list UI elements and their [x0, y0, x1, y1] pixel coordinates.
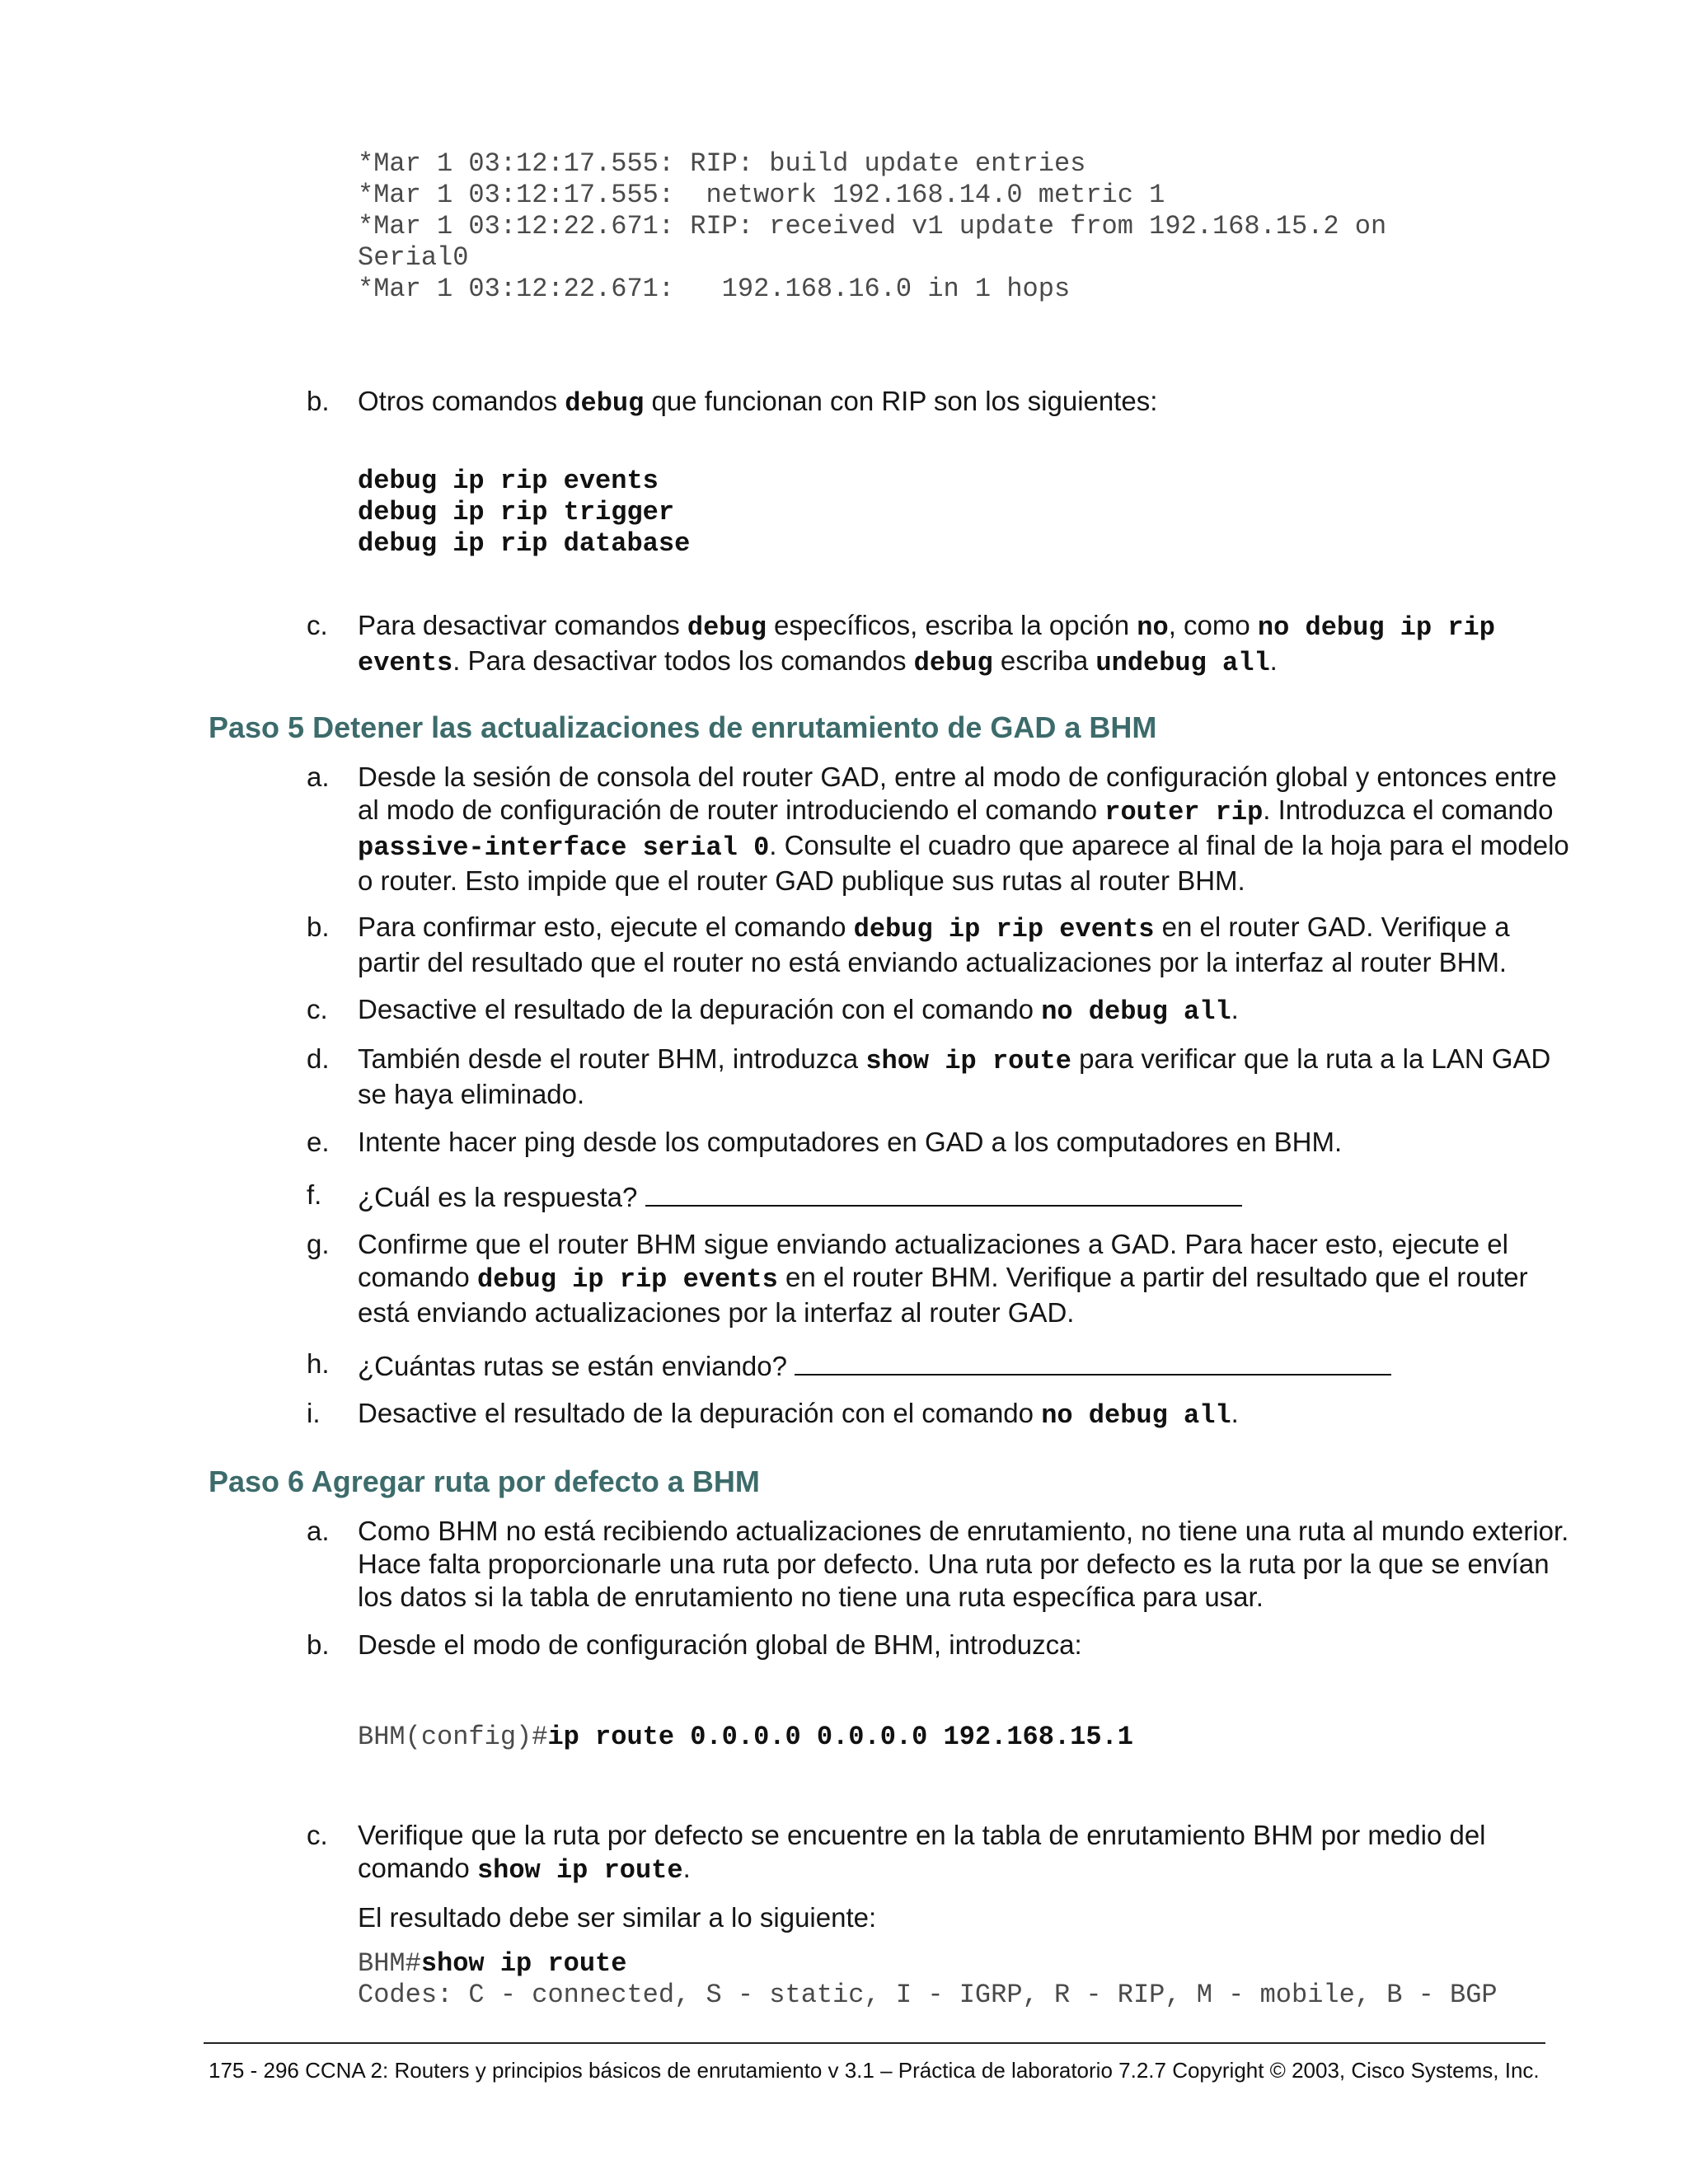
item-text: Intente hacer ping desde los computadores en GAD a los computadores en BHM. — [358, 1127, 1343, 1157]
debug-output-line: *Mar 1 03:12:17.555: RIP: build update entries — [358, 148, 1086, 179]
item-body — [358, 1228, 1576, 1329]
item-letter: b. — [307, 912, 330, 942]
debug-output-line: *Mar 1 03:12:22.671: 192.168.16.0 in 1 hops — [358, 274, 1071, 304]
item-body — [358, 1819, 1576, 1887]
config-command-block — [358, 1722, 1133, 1753]
item-text: Para confirmar esto, ejecute el comando — [358, 912, 854, 942]
page-footer: 175 - 296 CCNA 2: Routers y principios básicos de enrutamiento v 3.1 – Práctica de laboratorio 7.2.7 Copyright © 2003, Cisco Systems, Inc. — [209, 2058, 1540, 2083]
item-text: . — [1231, 1398, 1239, 1428]
inline-command: undebug all — [1095, 648, 1270, 678]
command-line: debug ip rip events — [358, 466, 659, 496]
debug-output-line: *Mar 1 03:12:17.555: network 192.168.14.0 metric 1 — [358, 180, 1165, 210]
inline-command: show ip route — [865, 1046, 1071, 1076]
step5-item-h — [307, 1347, 1576, 1383]
item-text: Verifique que la ruta por defecto se encuentre en la tabla de enrutamiento BHM por medio del comando — [358, 1820, 1486, 1883]
item-letter: c. — [307, 1820, 328, 1850]
item-letter: c. — [307, 994, 328, 1024]
item-text: Desde el modo de configuración global de BHM, introduzca: — [358, 1629, 1082, 1660]
item-text: para verificar que la ruta a la LAN GAD se haya eliminado. — [358, 1043, 1551, 1109]
show-ip-route-output — [358, 1948, 1498, 2011]
step5-heading: Paso 5 Detener las actualizaciones de enrutamiento de GAD a BHM — [209, 710, 1157, 744]
inline-command: debug ip rip events — [853, 914, 1155, 944]
inline-command: debug — [913, 648, 993, 678]
item-letter: b. — [307, 1629, 330, 1660]
item-body — [358, 1043, 1576, 1111]
inline-command: passive-interface serial 0 — [358, 832, 770, 863]
item-body — [358, 1629, 1576, 1661]
step6-item-b — [307, 1629, 1576, 1661]
item-text: Desde la sesión de consola del router GAD, entre al modo de configuración global y entonces entre al modo de configuración de router introduciendo el comando — [358, 762, 1557, 825]
item-letter: f. — [307, 1179, 322, 1210]
show-command: show ip route — [420, 1948, 627, 1979]
debug-output-block — [358, 148, 1386, 305]
step5-item-i — [307, 1397, 1576, 1432]
config-line — [358, 1722, 1133, 1753]
show-prompt: BHM# — [358, 1948, 421, 1979]
item-text: Para desactivar comandos — [358, 610, 687, 640]
footer-divider — [204, 2042, 1545, 2044]
step4-item-c — [307, 609, 1576, 680]
inline-command: no debug all — [1041, 1400, 1231, 1431]
item-text: . Para desactivar todos los comandos — [452, 645, 914, 676]
item-text: en el router BHM. Verifique a partir del resultado que el router está enviando actualizaciones por la interfaz al router GAD. — [358, 1262, 1528, 1328]
item-text: Como BHM no está recibiendo actualizaciones de enrutamiento, no tiene una ruta al mundo exterior. Hace falta proporcionarle una ruta por defecto. Una ruta por defecto es la ruta por la que se envían los datos si la tabla de enrutamiento no tiene una ruta específica para usar. — [358, 1516, 1569, 1612]
result-intro: El resultado debe ser similar a lo siguiente: — [358, 1902, 877, 1933]
item-text: . Consulte el cuadro que aparece al final de la hoja para el modelo o router. Esto impide que el router GAD publique sus rutas al router BHM. — [358, 830, 1569, 896]
step5-item-g — [307, 1228, 1576, 1329]
item-text: Desactive el resultado de la depuración con el comando — [358, 994, 1042, 1024]
item-body — [358, 609, 1576, 680]
step5-item-d — [307, 1043, 1576, 1111]
step5-item-c — [307, 993, 1576, 1029]
command-line: debug ip rip database — [358, 528, 691, 559]
item-text: ¿Cuántas rutas se están enviando? — [358, 1351, 795, 1381]
item-letter: g. — [307, 1229, 330, 1259]
step6-heading: Paso 6 Agregar ruta por defecto a BHM — [209, 1465, 760, 1498]
item-body — [358, 993, 1576, 1029]
item-text: , como — [1168, 610, 1258, 640]
item-text: Desactive el resultado de la depuración con el comando — [358, 1398, 1042, 1428]
item-body — [358, 385, 1576, 420]
debug-output-line: Serial0 — [358, 242, 469, 273]
step5-item-a — [307, 761, 1576, 898]
codes-line: Codes: C - connected, S - static, I - IGRP, R - RIP, M - mobile, B - BGP — [358, 1980, 1498, 2010]
item-letter: a. — [307, 1516, 330, 1546]
item-text: . — [1269, 645, 1278, 676]
item-letter: i. — [307, 1398, 321, 1428]
item-body — [358, 1515, 1576, 1614]
command-line: debug ip rip trigger — [358, 497, 675, 527]
inline-command: debug — [565, 388, 645, 419]
item-letter: e. — [307, 1127, 330, 1157]
item-body — [358, 1179, 1576, 1214]
step5-item-b — [307, 911, 1576, 979]
item-body — [358, 1397, 1576, 1432]
answer-blank[interactable] — [795, 1347, 1391, 1376]
step5-item-f — [307, 1179, 1576, 1214]
item-text: Otros comandos — [358, 386, 565, 416]
config-command: ip route 0.0.0.0 0.0.0.0 192.168.15.1 — [547, 1722, 1133, 1752]
rip-debug-commands — [358, 466, 690, 560]
inline-command: debug ip rip events — [476, 1264, 778, 1295]
item-text: que funcionan con RIP son los siguientes: — [644, 386, 1158, 416]
show-command-line — [358, 1948, 1498, 1980]
inline-command: no debug ip rip events — [358, 612, 1495, 678]
step6-item-a — [307, 1515, 1576, 1614]
item-text: . — [682, 1853, 691, 1883]
debug-output-line: *Mar 1 03:12:22.671: RIP: received v1 update from 192.168.15.2 on — [358, 211, 1387, 241]
step6-item-c — [307, 1819, 1576, 1887]
item-letter: c. — [307, 610, 328, 640]
item-body — [358, 761, 1576, 898]
inline-command: router rip — [1104, 797, 1264, 827]
item-body — [358, 1347, 1576, 1383]
item-letter: b. — [307, 386, 330, 416]
inline-command: debug — [687, 612, 767, 643]
item-text: específicos, escriba la opción — [766, 610, 1137, 640]
item-body — [358, 911, 1576, 979]
item-letter: a. — [307, 762, 330, 792]
item-text: . Introduzca el comando — [1263, 794, 1554, 825]
config-prompt: BHM(config)# — [358, 1722, 548, 1752]
item-text: Confirme que el router BHM sigue enviando actualizaciones a GAD. Para hacer esto, ejecute el comando — [358, 1229, 1508, 1292]
inline-command: show ip route — [476, 1855, 683, 1886]
item-letter: d. — [307, 1043, 330, 1074]
item-text: También desde el router BHM, introduzca — [358, 1043, 866, 1074]
inline-command: no — [1137, 612, 1169, 643]
item-text: escriba — [992, 645, 1096, 676]
inline-command: no debug all — [1041, 996, 1231, 1027]
item-text: en el router GAD. Verifique a partir del resultado que el router no está enviando actualizaciones por la interfaz al router BHM. — [358, 912, 1510, 977]
item-body — [358, 1126, 1576, 1159]
answer-blank[interactable] — [645, 1179, 1242, 1207]
step4-item-b — [307, 385, 1576, 420]
step5-item-e — [307, 1126, 1576, 1159]
item-text: ¿Cuál es la respuesta? — [358, 1182, 645, 1212]
item-letter: h. — [307, 1348, 330, 1379]
item-text: . — [1231, 994, 1239, 1024]
